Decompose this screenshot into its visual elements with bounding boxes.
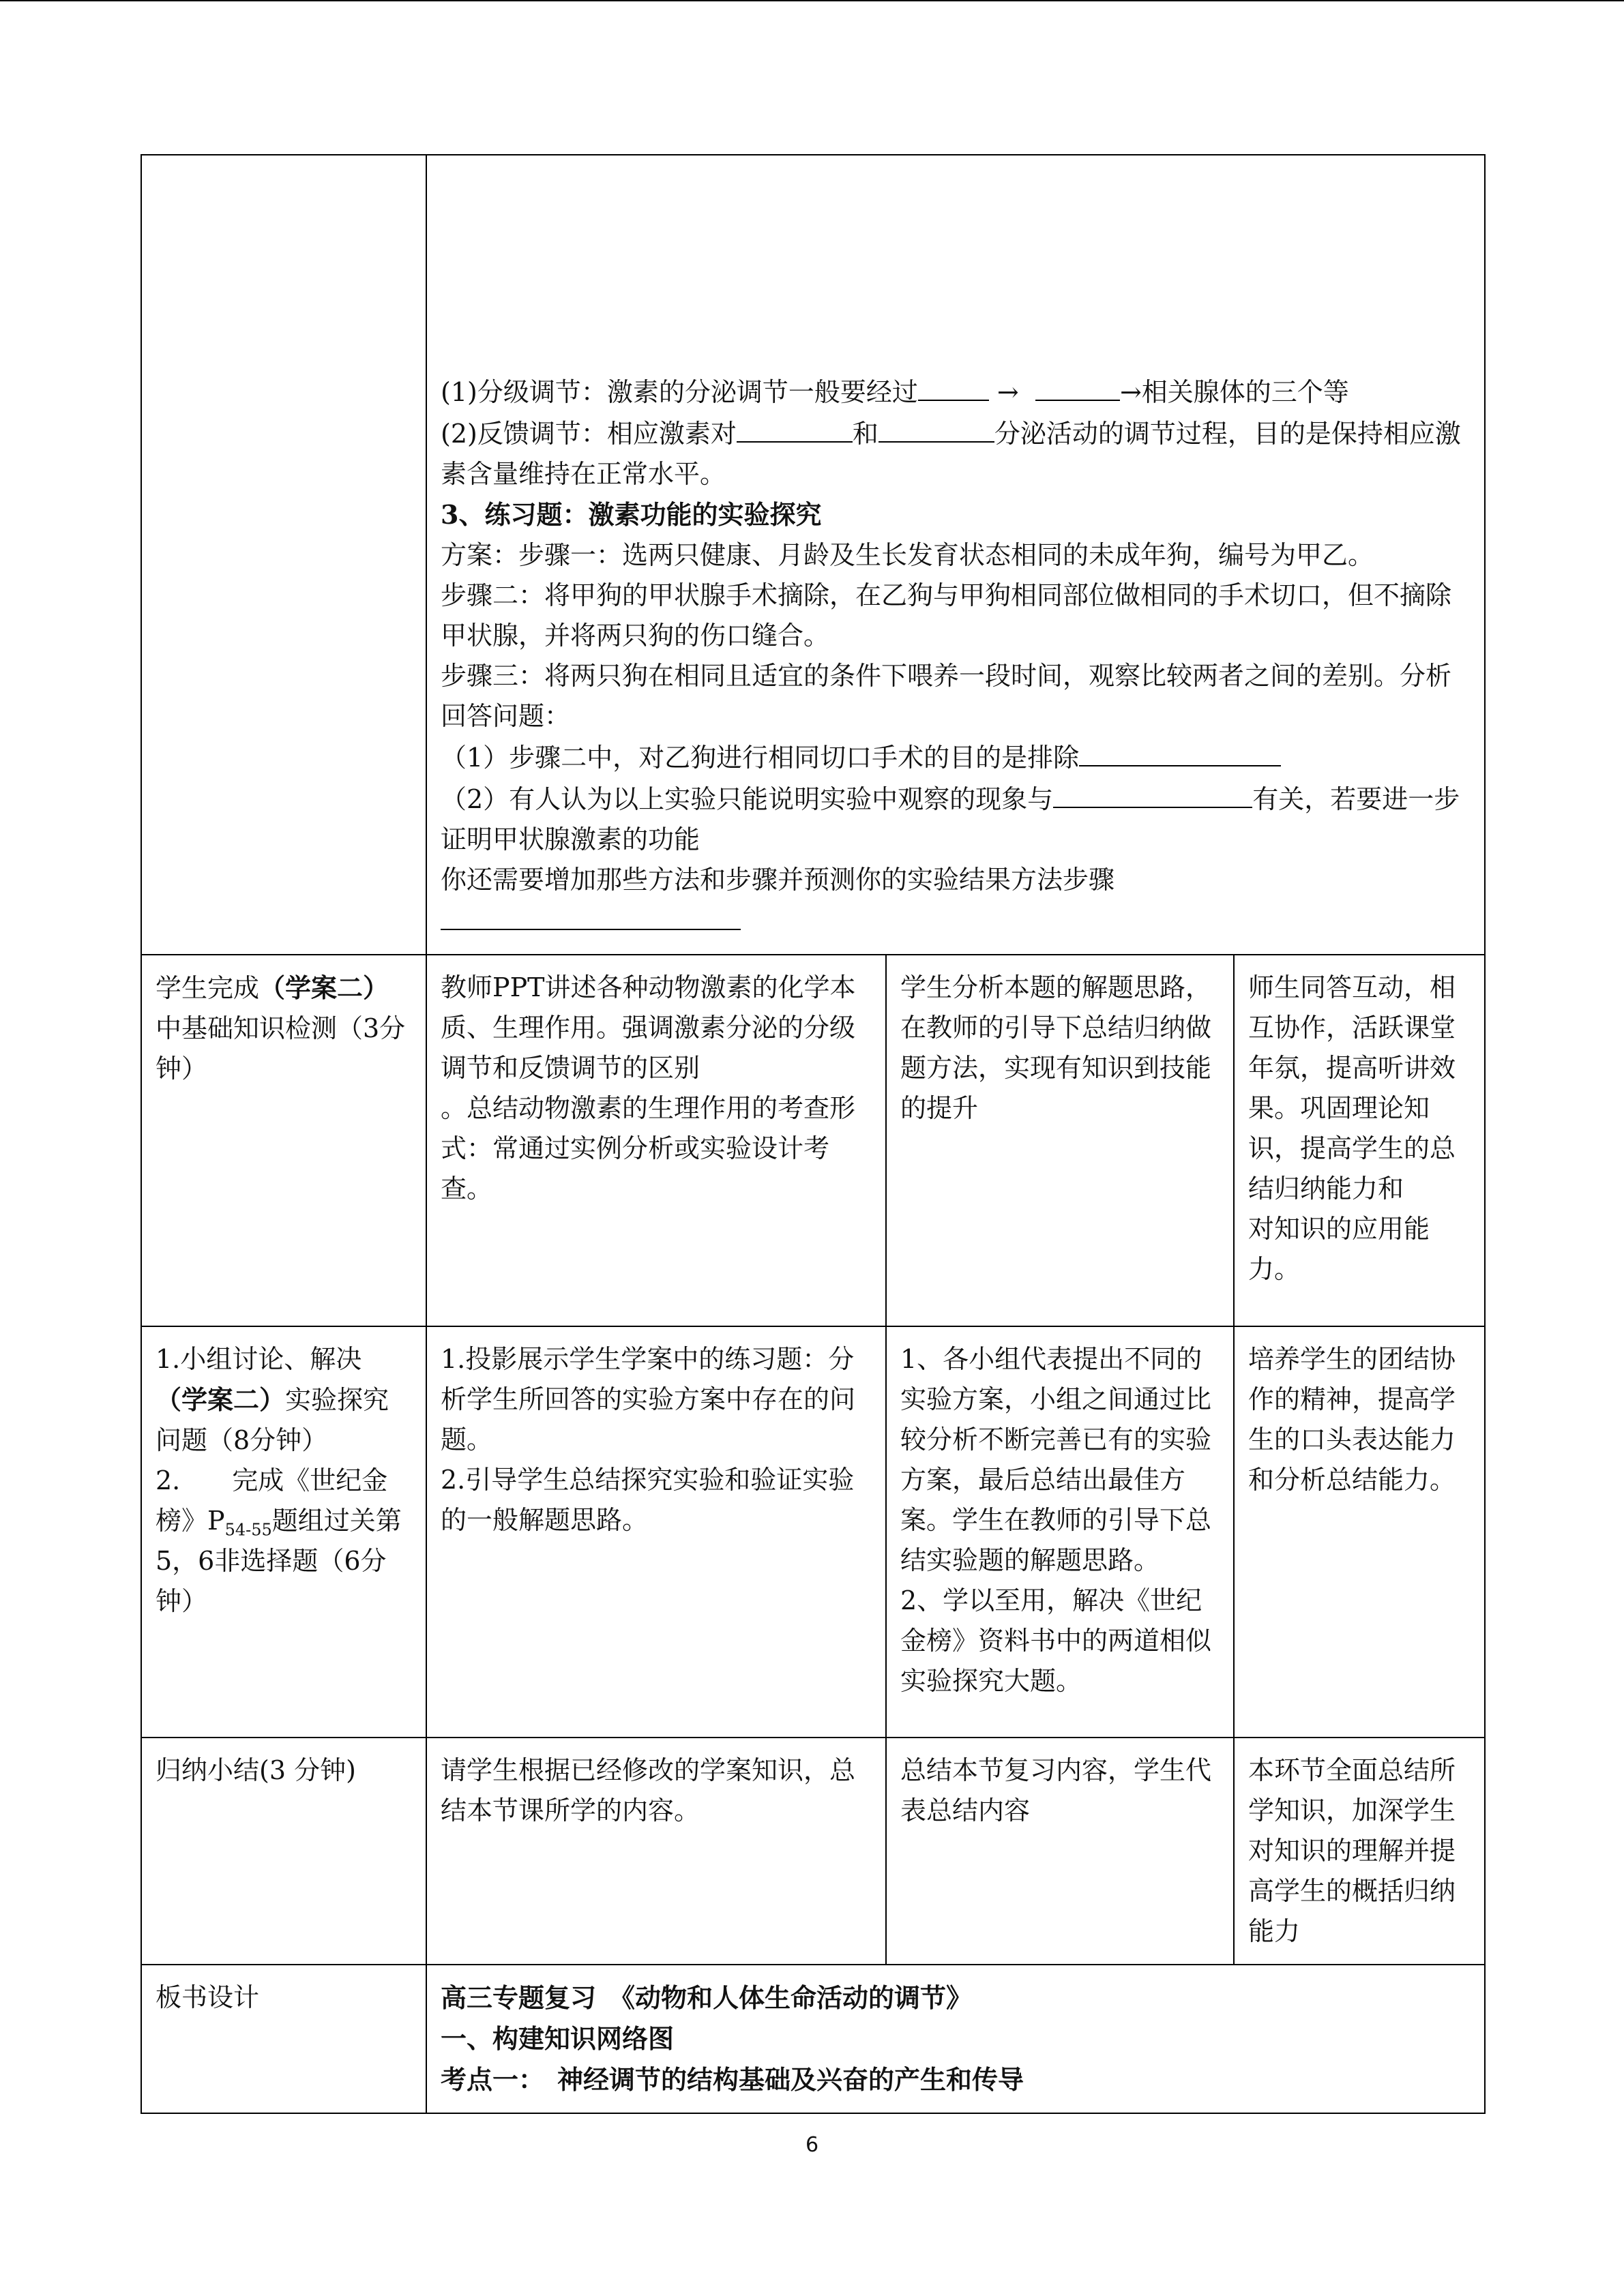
activity-cell: 归纳小结(3 分钟)	[141, 1738, 426, 1965]
table-row-summary	[141, 1738, 1485, 1965]
question-two-text: （2）有人认为以上实验只能说明实验中观察的现象与 有关，若要进一步证明甲状腺激素的功能	[441, 778, 1471, 860]
answer-line	[441, 900, 1471, 942]
lesson-plan-table	[141, 154, 1486, 2114]
blank-line	[737, 413, 853, 443]
grading-regulation-text: (1)分级调节：激素的分泌调节一般要经过 → →相关腺体的三个等	[441, 371, 1471, 413]
design-intent-cell: 培养学生的团结协作的精神，提高学生的口头表达能力和分析总结能力。	[1234, 1326, 1485, 1738]
table-row-board-design	[141, 1965, 1485, 2113]
design-intent-cell: 本环节全面总结所学知识，加深学生对知识的理解并提高学生的概括归纳能力	[1234, 1738, 1485, 1965]
table-row-basic-check	[141, 955, 1485, 1326]
activity-cell: 1.小组讨论、解决（学案二）实验探究问题（8分钟） 2. 完成《世纪金榜》$P_{54-55}$题组过关第5，6非选择题（6分钟）	[141, 1326, 426, 1738]
blank-line	[1035, 371, 1120, 401]
board-design-label: 板书设计	[141, 1965, 426, 2113]
experiment-content-cell	[426, 155, 1485, 955]
student-activity-cell: 总结本节复习内容，学生代表总结内容	[886, 1738, 1234, 1965]
student-activity-cell: 学生分析本题的解题思路，在教师的引导下总结归纳做题方法，实现有知识到技能的提升	[886, 955, 1234, 1326]
board-design-content: 高三专题复习 《动物和人体生命活动的调节》 一、构建知识网络图 考点一： 神经调节的结构基础及兴奋的产生和传导	[426, 1965, 1485, 2113]
teacher-activity-cell: 请学生根据已经修改的学案知识，总结本节课所学的内容。	[426, 1738, 886, 1965]
step-three-text: 步骤三：将两只狗在相同且适宜的条件下喂养一段时间，观察比较两者之间的差别。分析回答问题：	[441, 661, 1452, 731]
top-border-line	[0, 0, 1624, 1]
table-row-group-discussion	[141, 1326, 1485, 1738]
blank-line	[918, 371, 989, 401]
blank-line	[879, 413, 994, 443]
activity-cell: 学生完成（学案二） 中基础知识检测（3分钟）	[141, 955, 426, 1326]
table-row-experiment	[141, 155, 1485, 955]
question-three-text: 你还需要增加那些方法和步骤并预测你的实验结果方法步骤	[441, 865, 1115, 895]
blank-line	[1079, 736, 1281, 766]
empty-cell	[141, 155, 426, 955]
page-number: 6	[805, 2133, 819, 2157]
feedback-regulation-text: (2)反馈调节：相应激素对 和 分泌活动的调节过程，目的是保持相应激素含量维持在正常水平。	[441, 413, 1471, 494]
design-intent-cell: 师生同答互动，相互协作，活跃课堂年氛，提高听讲效果。巩固理论知识，提高学生的总结归纳能力和 对知识的应用能力。	[1234, 955, 1485, 1326]
teacher-activity-cell: 教师PPT讲述各种动物激素的化学本质、生理作用。强调激素分泌的分级调节和反馈调节的区别 。总结动物激素的生理作用的考查形式：常通过实例分析或实验设计考查。	[426, 955, 886, 1326]
step-two-text: 步骤二：将甲狗的甲状腺手术摘除，在乙狗与甲狗相同部位做相同的手术切口，但不摘除甲状腺，并将两只狗的伤口缝合。	[441, 580, 1452, 651]
teacher-activity-cell: 1.投影展示学生学案中的练习题：分析学生所回答的实验方案中存在的问题。 2.引导学生总结探究实验和验证实验的一般解题思路。	[426, 1326, 886, 1738]
step-one-text: 方案：步骤一：选两只健康、月龄及生长发育状态相同的未成年狗，编号为甲乙。	[441, 540, 1374, 570]
exercise-title: 3、练习题：激素功能的实验探究	[441, 499, 822, 530]
blank-line	[1053, 778, 1252, 808]
question-one-text: （1）步骤二中，对乙狗进行相同切口手术的目的是排除	[441, 736, 1471, 778]
student-activity-cell: 1、各小组代表提出不同的实验方案，小组之间通过比较分析不断完善已有的实验方案，最后总结出最佳方案。学生在教师的引导下总结实验题的解题思路。 2、学以至用，解决《世纪金榜》资料书中的两道相似实验探究大题。	[886, 1326, 1234, 1738]
